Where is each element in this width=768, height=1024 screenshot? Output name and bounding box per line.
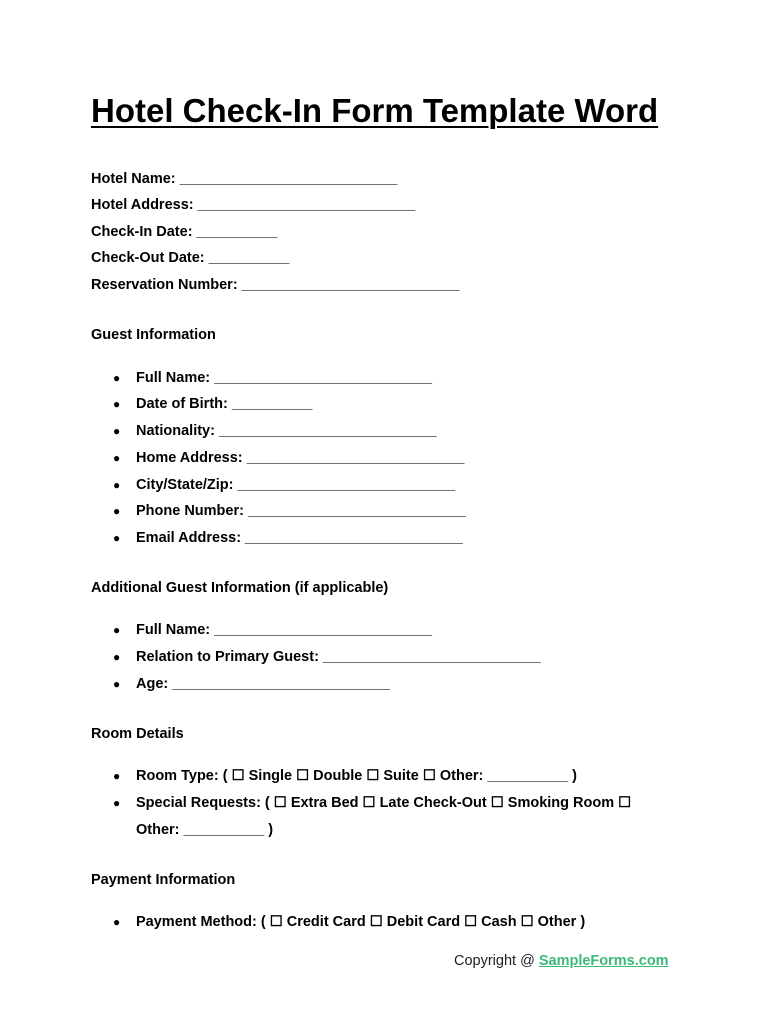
list-item-continuation: Other: __________ ): [136, 822, 274, 838]
list-item-text: Relation to Primary Guest: ___________________________: [136, 649, 541, 665]
field-reservation-number: Reservation Number: ___________________________: [91, 277, 460, 293]
copyright-footer: [454, 953, 669, 969]
bullet-icon: ●: [113, 424, 121, 438]
list-item-text: Age: ___________________________: [136, 676, 390, 692]
bullet-icon: ●: [113, 451, 121, 465]
section-heading-guest-information: Guest Information: [91, 327, 216, 343]
list-item: [113, 422, 437, 440]
list-item: [113, 794, 631, 812]
list-item-text: Full Name: ___________________________: [136, 622, 432, 638]
list-item: [113, 395, 313, 413]
list-item: [113, 675, 390, 693]
list-item: [113, 502, 466, 520]
field-hotel-address: Hotel Address: ___________________________: [91, 197, 416, 213]
list-item-text: Home Address: ___________________________: [136, 450, 465, 466]
section-heading-additional-guest: Additional Guest Information (if applicable): [91, 580, 389, 596]
list-item-text: Date of Birth: __________: [136, 396, 313, 412]
field-check-in-date: Check-In Date: __________: [91, 224, 278, 240]
sampleforms-link[interactable]: SampleForms.com: [538, 953, 669, 969]
field-hotel-name: Hotel Name: ___________________________: [91, 171, 398, 187]
bullet-icon: ●: [113, 677, 121, 691]
list-item: [113, 913, 585, 931]
list-item-text: Special Requests: ( ☐ Extra Bed ☐ Late Check-Out ☐ Smoking Room ☐: [136, 795, 632, 811]
bullet-icon: ●: [113, 371, 121, 385]
section-heading-room-details: Room Details: [91, 726, 184, 742]
list-item-text: Email Address: ___________________________: [136, 530, 463, 546]
bullet-icon: ●: [113, 504, 121, 518]
list-item: [113, 767, 577, 785]
field-check-out-date: Check-Out Date: __________: [91, 250, 290, 266]
list-item-text: Room Type: ( ☐ Single ☐ Double ☐ Suite ☐ Other: __________ ): [136, 768, 577, 784]
section-heading-payment-information: Payment Information: [91, 872, 236, 888]
copyright-prefix: Copyright @: [454, 953, 539, 969]
list-item-text: Payment Method: ( ☐ Credit Card ☐ Debit Card ☐ Cash ☐ Other ): [136, 914, 586, 930]
bullet-icon: ●: [113, 915, 121, 929]
list-item: [113, 449, 464, 467]
list-item-text: City/State/Zip: ___________________________: [136, 477, 456, 493]
list-item: [113, 648, 541, 666]
list-item: [113, 369, 432, 387]
bullet-icon: ●: [113, 478, 121, 492]
bullet-icon: ●: [113, 397, 121, 411]
list-item: [113, 621, 432, 639]
bullet-icon: ●: [113, 769, 121, 783]
list-item: [113, 476, 455, 494]
list-item-text: Nationality: ___________________________: [136, 423, 437, 439]
bullet-icon: ●: [113, 623, 121, 637]
bullet-icon: ●: [113, 650, 121, 664]
page-title: Hotel Check-In Form Template Word: [91, 92, 659, 129]
bullet-icon: ●: [113, 531, 121, 545]
list-item-text: Full Name: ___________________________: [136, 370, 432, 386]
list-item-text: Phone Number: ___________________________: [136, 503, 466, 519]
bullet-icon: ●: [113, 796, 121, 810]
list-item: [113, 529, 463, 547]
